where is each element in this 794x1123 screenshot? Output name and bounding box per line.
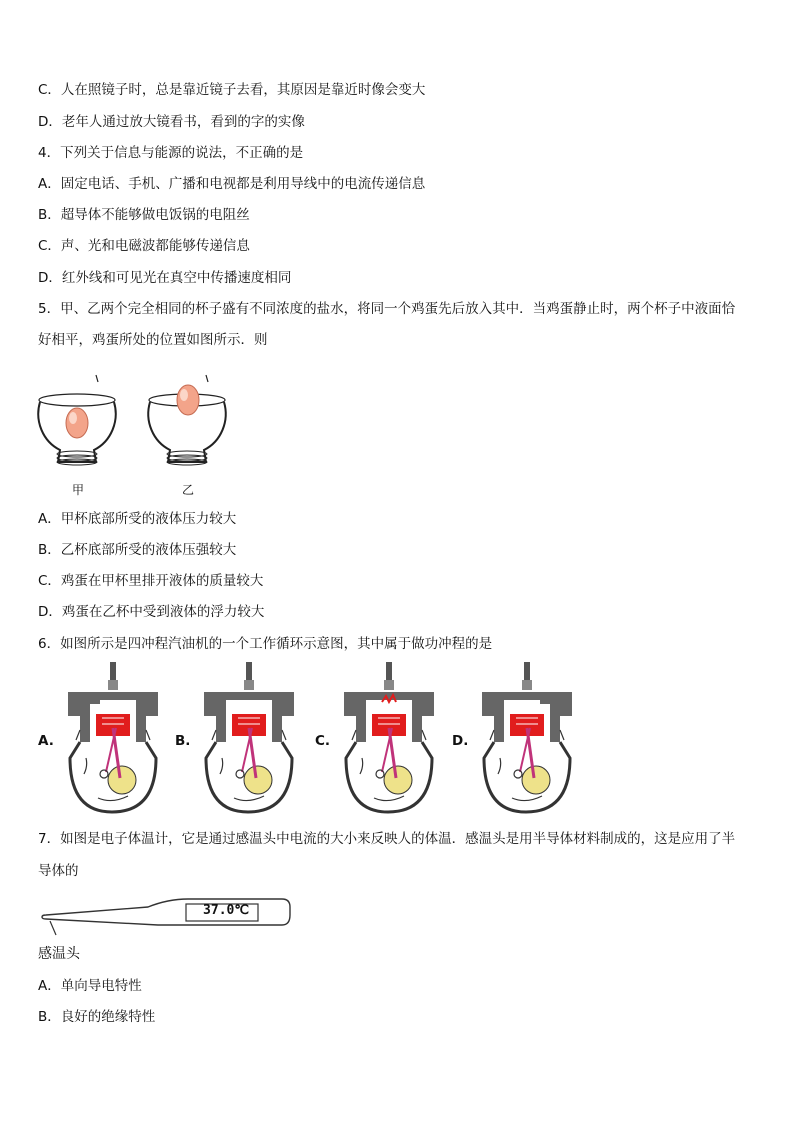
q7-option-a: A．单向导电特性 [38,978,142,994]
q3-option-d: D．老年人通过放大镜看书，看到的字的实像 [38,114,305,130]
q5-option-c: C．鸡蛋在甲杯里排开液体的质量较大 [38,573,264,589]
q7-stem-line1: 7．如图是电子体温计，它是通过感温头中电流的大小来反映人的体温．感温头是用半导体材料制成的，这是应用了半 [38,831,736,847]
q4-option-a: A．固定电话、手机、广播和电视都是利用导线中的电流传递信息 [38,176,426,192]
engine-c-label: C. [315,733,331,749]
engine-d-figure [476,662,580,818]
engine-c-figure [338,662,442,818]
thermometer-reading: 37.0℃ [203,903,249,918]
engine-a-label: A. [38,733,54,749]
q5-stem-line2: 好相平，鸡蛋所处的位置如图所示．则 [38,332,268,348]
cup-yi [148,375,225,465]
probe-label: 感温头 [38,946,80,962]
q6-stem: 6．如图所示是四冲程汽油机的一个工作循环示意图，其中属于做功冲程的是 [38,636,493,652]
q5-option-b: B．乙杯底部所受的液体压强较大 [38,542,237,558]
q5-stem-line1: 5．甲、乙两个完全相同的杯子盛有不同浓度的盐水，将同一个鸡蛋先后放入其中．当鸡蛋静止时，两个杯子中液面恰 [38,301,736,317]
cup-jia [38,375,115,465]
egg-cups-figure [36,370,236,498]
q4-option-c: C．声、光和电磁波都能够传递信息 [38,238,250,254]
engine-a-figure [62,662,166,818]
q5-option-a: A．甲杯底部所受的液体压力较大 [38,511,237,527]
q5-option-d: D．鸡蛋在乙杯中受到液体的浮力较大 [38,604,265,620]
cup-yi-label: 乙 [182,483,195,497]
engine-b-label: B. [175,733,191,749]
engine-b-figure [198,662,302,818]
q4-stem: 4．下列关于信息与能源的说法，不正确的是 [38,145,304,161]
q7-option-b: B．良好的绝缘特性 [38,1009,156,1025]
cup-jia-label: 甲 [72,483,85,497]
q4-option-d: D．红外线和可见光在真空中传播速度相同 [38,270,292,286]
q4-option-b: B．超导体不能够做电饭锅的电阻丝 [38,207,250,223]
q3-option-c: C．人在照镜子时，总是靠近镜子去看，其原因是靠近时像会变大 [38,82,426,98]
engine-d-label: D. [452,733,469,749]
q7-stem-line2: 导体的 [38,863,79,879]
